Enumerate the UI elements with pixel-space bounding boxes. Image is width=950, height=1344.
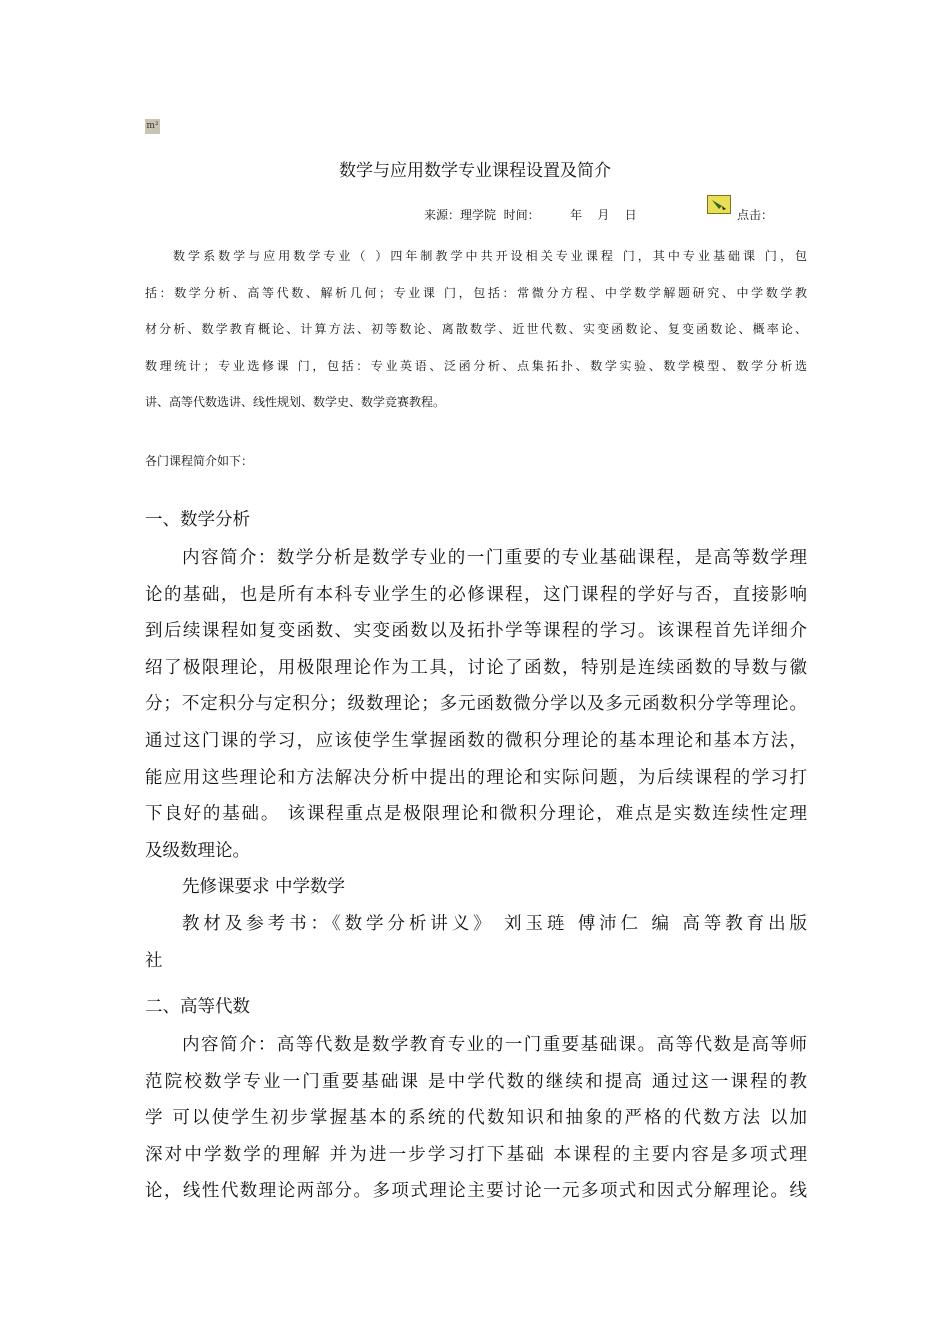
courses-intro-text: 各门课程简介如下： <box>145 454 254 468</box>
intro-paragraph <box>145 238 807 421</box>
text-line: 及级数理论。 <box>145 840 250 861</box>
click-count-label: 点击： <box>737 208 774 222</box>
text-line: 内容简介：数学分析是数学专业的一门重要的专业基础课程，是高等数学理 <box>182 548 807 568</box>
text-line: 学 可以使学生初步掌握基本的系统的代数知识和抽象的严格的代数方法 以加 <box>145 1108 807 1129</box>
text-line: 论的基础，也是所有本科专业学生的必修课程，这门课程的学好与否，直接影响 <box>145 584 807 605</box>
text-line: 范院校数学专业一门重要基础课 是中学代数的继续和提高 通过这一课程的教 <box>145 1071 807 1092</box>
textbook-line: 教材及参考书：《数学分析讲义》 刘玉琏 傅沛仁 编 高等教育出版 <box>182 913 807 934</box>
pencil-icon[interactable] <box>707 195 731 214</box>
intro-line: 材分析、数学教育概论、计算方法、初等数论、离散数学、近世代数、实变函数论、复变函数论、概率论、 <box>145 322 807 336</box>
text-line: 内容简介：高等代数是数学教育专业的一门重要基础课。高等代数是高等师 <box>182 1035 807 1055</box>
source-date-line: 来源：理学院 时间： 年 月 日 <box>424 208 637 222</box>
document-logo-icon: m² <box>145 119 160 134</box>
textbook-line: 社 <box>145 950 163 971</box>
prerequisite-line: 先修课要求 中学数学 <box>182 877 346 898</box>
intro-line: 讲、高等代数选讲、线性规划、数学史、数学竞赛教程。 <box>145 395 446 409</box>
intro-line: 数学系数学与应用数学专业（ ）四年制教学中共开设相关专业课程 门，其中专业基础课 门，包 <box>173 249 807 263</box>
section-heading-math-analysis: 一、数学分析 <box>145 510 250 530</box>
text-line: 下良好的基础。 该课程重点是极限理论和微积分理论，难点是实数连续性定理 <box>145 804 807 825</box>
text-line: 到后续课程如复变函数、实变函数以及拓扑学等课程的学习。该课程首先详细介 <box>145 621 807 642</box>
text-line: 论，线性代数理论两部分。多项式理论主要讨论一元多项式和因式分解理论。线 <box>145 1181 807 1202</box>
text-line: 绍了极限理论，用极限理论作为工具，讨论了函数，特别是连续函数的导数与徽 <box>145 657 807 678</box>
intro-line: 括：数学分析、高等代数、解析几何；专业课 门，包括：常微分方程、中学数学解题研究、中学数学教 <box>145 285 807 300</box>
text-line: 能应用这些理论和方法解决分析中提出的理论和实际问题，为后续课程的学习打 <box>145 767 807 788</box>
text-line: 分；不定积分与定积分；级数理论；多元函数微分学以及多元函数积分学等理论。 <box>145 694 807 715</box>
page-title: 数学与应用数学专业课程设置及简介 <box>339 161 611 181</box>
text-line: 深对中学数学的理解 并为进一步学习打下基础 本课程的主要内容是多项式理 <box>145 1144 807 1165</box>
intro-line: 数理统计；专业选修课 门，包括：专业英语、泛函分析、点集拓扑、数学实验、数学模型、数学分析选 <box>145 358 807 373</box>
math-analysis-description <box>145 540 807 979</box>
text-line: 通过这门课的学习，应该使学生掌握函数的微积分理论的基本理论和基本方法， <box>145 730 807 751</box>
advanced-algebra-description <box>145 1027 807 1210</box>
section-heading-advanced-algebra: 二、高等代数 <box>145 997 250 1017</box>
